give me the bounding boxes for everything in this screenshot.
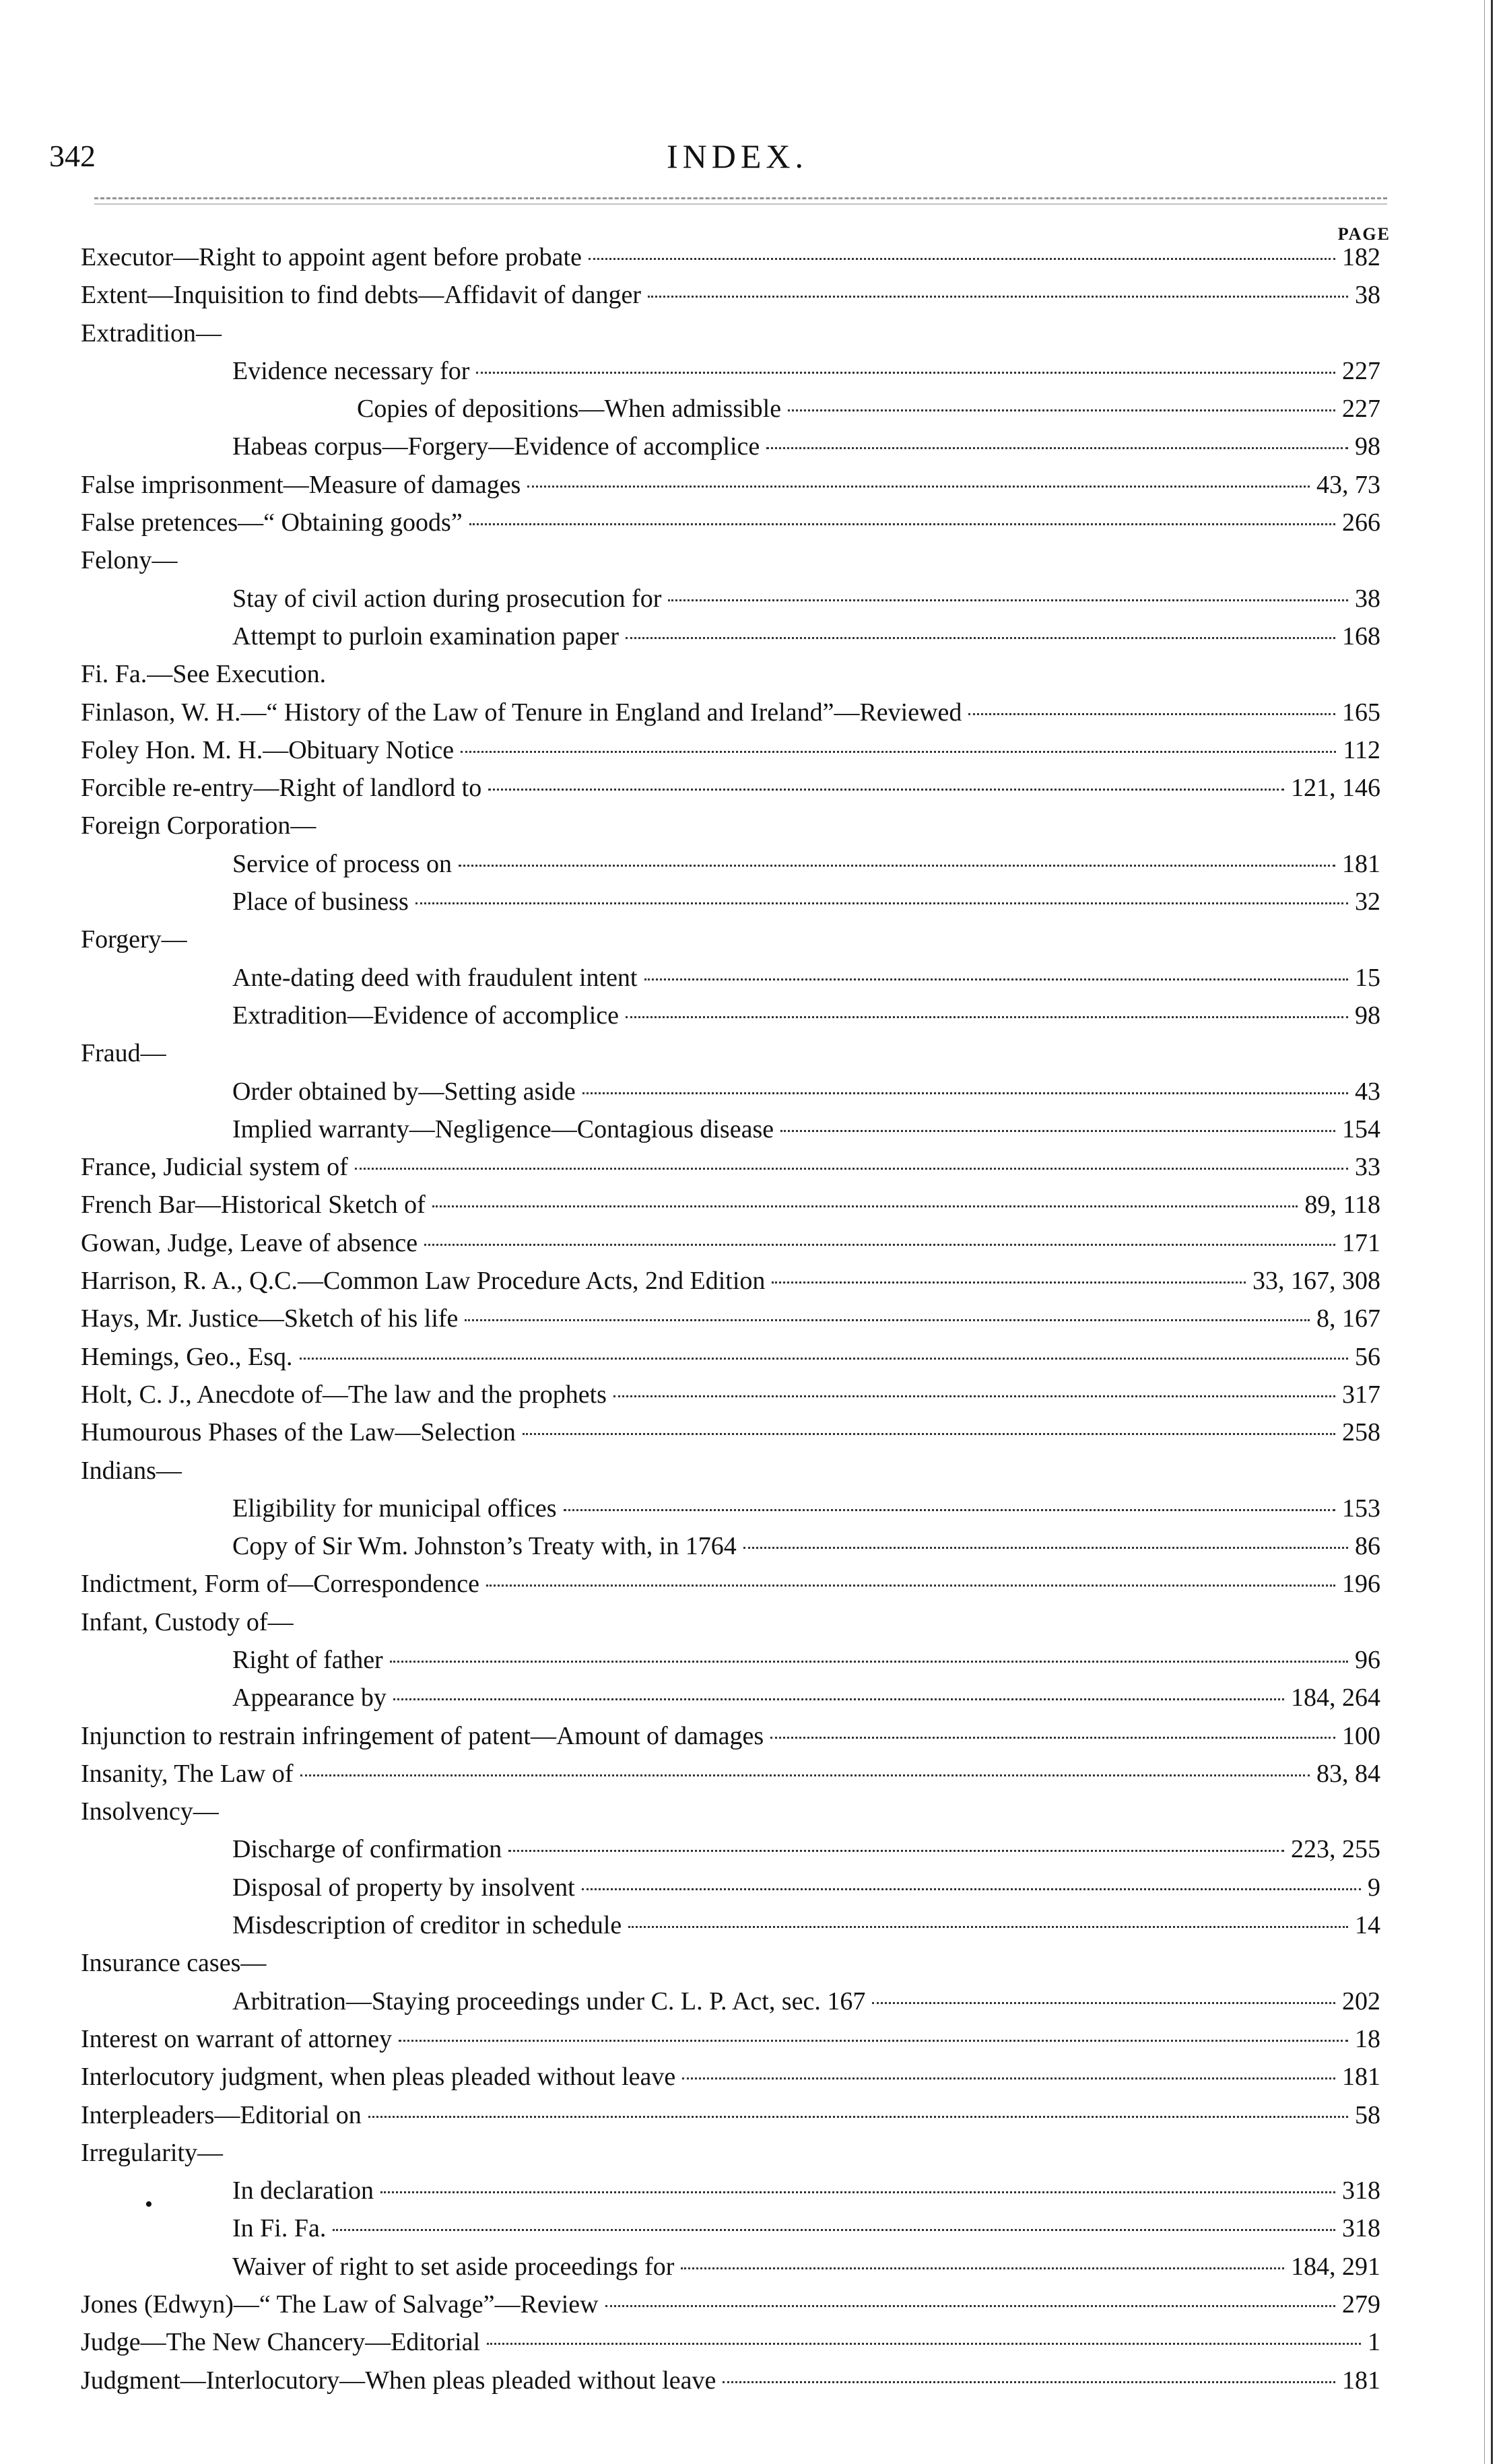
index-entry [81, 1418, 1380, 1455]
index-entry [81, 1152, 1380, 1190]
entry-text: Executor—Right to appoint agent before probate [81, 243, 582, 271]
dot-leader [415, 902, 1348, 904]
entry-text: Felony— [81, 546, 178, 575]
entry-pages: 181 [1342, 2366, 1380, 2395]
entry-text: Evidence necessary for [232, 356, 470, 385]
index-entry [81, 849, 1380, 887]
entry-text: Jones (Edwyn)—“ The Law of Salvage”—Review [81, 2290, 599, 2319]
entry-text: Forcible re-entry—Right of landlord to [81, 774, 482, 803]
index-entry [81, 545, 1380, 583]
entry-pages: 318 [1342, 2176, 1380, 2205]
entry-pages: 202 [1342, 1987, 1380, 2016]
entry-pages: 14 [1355, 1911, 1380, 1940]
entry-pages: 171 [1342, 1228, 1380, 1257]
dot-leader [743, 1547, 1348, 1549]
index-entry [81, 2062, 1380, 2100]
entry-pages: 58 [1355, 2100, 1380, 2129]
entry-text: Extent—Inquisition to find debts—Affidavit of danger [81, 281, 641, 310]
entry-text: Humourous Phases of the Law—Selection [81, 1418, 516, 1447]
entry-text: Service of process on [232, 849, 453, 878]
dot-leader [393, 1698, 1284, 1700]
index-entry [81, 1228, 1380, 1266]
entry-pages: 86 [1355, 1532, 1380, 1561]
dot-leader [605, 2305, 1335, 2307]
entry-text: Insanity, The Law of [81, 1759, 294, 1788]
index-entry [81, 773, 1380, 811]
entry-text: Waiver of right to set aside proceedings for [232, 2252, 675, 2281]
entry-text: Irregularity— [81, 2138, 224, 2167]
index-entry [81, 1873, 1380, 1910]
index-entry [81, 1910, 1380, 1948]
index-entry [81, 319, 1380, 356]
entry-pages: 98 [1355, 432, 1380, 461]
entry-text: In declaration [232, 2176, 374, 2205]
dot-leader [390, 1661, 1348, 1663]
index-entry [81, 735, 1380, 773]
entry-text: Implied warranty—Negligence—Contagious disease [232, 1114, 774, 1143]
dot-leader [628, 1926, 1348, 1928]
index-entry [81, 280, 1380, 318]
dot-leader [300, 1774, 1310, 1776]
dot-leader [432, 1205, 1298, 1207]
entry-pages: 112 [1343, 735, 1380, 764]
entry-text: Place of business [232, 888, 409, 917]
index-entry [81, 622, 1380, 659]
entry-text: Arbitration—Staying proceedings under C. L. P. Act, sec. 167 [232, 1987, 866, 2016]
index-entry [81, 1683, 1380, 1721]
entry-pages: 8, 167 [1316, 1304, 1380, 1333]
entry-pages: 43, 73 [1316, 470, 1380, 499]
entry-text: Stay of civil action during prosecution for [232, 584, 662, 613]
entry-pages: 181 [1342, 849, 1380, 878]
index-entry [81, 1797, 1380, 1834]
dot-leader [626, 1016, 1348, 1018]
entry-text: Attempt to purloin examination paper [232, 622, 620, 651]
index-entry [81, 1001, 1380, 1038]
entry-pages: 153 [1342, 1494, 1380, 1523]
dot-leader [508, 1850, 1284, 1852]
entry-pages: 38 [1355, 584, 1380, 613]
index-entry [81, 1494, 1380, 1531]
dot-leader [523, 1433, 1335, 1435]
entry-text: Right of father [232, 1645, 383, 1674]
index-entry [81, 1531, 1380, 1569]
entry-pages: 89, 118 [1304, 1191, 1380, 1220]
entry-pages: 181 [1342, 2063, 1380, 2092]
entry-pages: 33, 167, 308 [1252, 1267, 1380, 1296]
index-entries [81, 242, 1380, 2403]
dot-leader [465, 1319, 1310, 1321]
entry-text: Disposal of property by insolvent [232, 1873, 575, 1902]
entry-pages: 184, 264 [1291, 1684, 1380, 1712]
entry-text: Appearance by [232, 1684, 387, 1712]
entry-text: Interest on warrant of attorney [81, 2024, 393, 2053]
dot-leader [355, 1168, 1348, 1170]
index-entry [81, 470, 1380, 508]
entry-text: Gowan, Judge, Leave of absence [81, 1228, 418, 1257]
dot-leader [968, 713, 1335, 715]
dot-leader [469, 523, 1335, 525]
entry-pages: 33 [1355, 1153, 1380, 1182]
index-entry [81, 1948, 1380, 1986]
index-entry [81, 242, 1380, 280]
index-entry [81, 2024, 1380, 2062]
entry-text: Indictment, Form of—Correspondence [81, 1570, 480, 1599]
index-entry [81, 2176, 1380, 2213]
index-entry [81, 2366, 1380, 2403]
index-entry [81, 1077, 1380, 1114]
entry-text: French Bar—Historical Sketch of [81, 1191, 426, 1220]
entry-text: Hays, Mr. Justice—Sketch of his life [81, 1304, 459, 1333]
entry-pages: 98 [1355, 1001, 1380, 1030]
page-number: 342 [49, 139, 96, 173]
entry-text: In Fi. Fa. [232, 2214, 327, 2243]
entry-pages: 168 [1342, 622, 1380, 651]
index-entry [81, 2138, 1380, 2176]
index-entry [81, 1114, 1380, 1152]
index-entry [81, 698, 1380, 735]
entry-text: Insurance cases— [81, 1949, 267, 1978]
entry-text: Extradition— [81, 319, 222, 347]
entry-pages: 43 [1355, 1077, 1380, 1106]
entry-text: Copies of depositions—When admissible [357, 395, 782, 424]
index-entry [81, 1342, 1380, 1380]
entry-pages: 83, 84 [1316, 1759, 1380, 1788]
dot-leader [772, 1281, 1246, 1284]
index-entry [81, 1304, 1380, 1341]
entry-pages: 165 [1342, 698, 1380, 727]
dot-leader [399, 2040, 1348, 2042]
index-entry [81, 1038, 1380, 1076]
entry-pages: 96 [1355, 1645, 1380, 1674]
entry-text: Eligibility for municipal offices [232, 1494, 557, 1523]
entry-text: Habeas corpus—Forgery—Evidence of accomplice [232, 432, 760, 461]
entry-text: False pretences—“ Obtaining goods” [81, 508, 463, 537]
dot-leader [461, 751, 1336, 753]
index-entry [81, 2213, 1380, 2251]
index-entry [81, 356, 1380, 394]
index-entry [81, 887, 1380, 925]
header-rule [94, 197, 1387, 199]
entry-text: Insolvency— [81, 1797, 219, 1826]
entry-pages: 56 [1355, 1342, 1380, 1371]
entry-pages: 9 [1368, 1873, 1380, 1902]
entry-text: Holt, C. J., Anecdote of—The law and the prophets [81, 1380, 607, 1409]
index-entry [81, 1759, 1380, 1797]
dot-leader [644, 978, 1349, 980]
entry-text: Foley Hon. M. H.—Obituary Notice [81, 735, 455, 764]
entry-text: False imprisonment—Measure of damages [81, 470, 521, 499]
entry-text: Order obtained by—Setting aside [232, 1077, 576, 1106]
dot-leader [780, 1130, 1335, 1132]
index-entry [81, 508, 1380, 545]
dot-leader [476, 372, 1335, 374]
dot-leader [564, 1509, 1335, 1511]
index-entry [81, 659, 1380, 697]
dot-leader [668, 599, 1348, 601]
entry-pages: 266 [1342, 508, 1380, 537]
dot-leader [626, 637, 1335, 639]
dot-leader [333, 2229, 1335, 2231]
dot-leader [872, 2002, 1335, 2004]
page-column-label: PAGE [1337, 224, 1391, 244]
index-entry [81, 2327, 1380, 2365]
index-entry [81, 811, 1380, 848]
index-entry [81, 2252, 1380, 2290]
index-entry [81, 963, 1380, 1001]
index-entry [81, 1987, 1380, 2024]
index-entry [81, 1380, 1380, 1418]
entry-pages: 1 [1368, 2328, 1380, 2357]
dot-leader [613, 1395, 1335, 1397]
entry-text: Fi. Fa.—See Execution. [81, 660, 327, 689]
dot-leader [682, 2077, 1335, 2079]
index-entry [81, 1721, 1380, 1759]
entry-text: Fraud— [81, 1039, 166, 1068]
dot-leader [300, 1358, 1348, 1360]
dot-leader [424, 1244, 1335, 1246]
entry-pages: 182 [1342, 243, 1380, 271]
dot-leader [770, 1737, 1335, 1739]
index-entry [81, 1266, 1380, 1304]
entry-text: France, Judicial system of [81, 1153, 348, 1182]
entry-text: Extradition—Evidence of accomplice [232, 1001, 619, 1030]
entry-text: Ante-dating deed with fraudulent intent [232, 963, 638, 992]
entry-pages: 317 [1342, 1380, 1380, 1409]
entry-pages: 15 [1355, 963, 1380, 992]
index-entry [81, 1834, 1380, 1872]
entry-pages: 196 [1342, 1570, 1380, 1599]
dot-leader [459, 865, 1335, 867]
index-entry [81, 2100, 1380, 2138]
entry-text: Indians— [81, 1456, 182, 1485]
dot-leader [380, 2191, 1335, 2193]
entry-text: Harrison, R. A., Q.C.—Common Law Procedure Acts, 2nd Edition [81, 1267, 766, 1296]
header-rule-secondary [94, 203, 1387, 205]
dot-leader [488, 789, 1284, 791]
entry-pages: 154 [1342, 1114, 1380, 1143]
entry-text: Finlason, W. H.—“ History of the Law of Tenure in England and Ireland”—Reviewed [81, 698, 962, 727]
entry-pages: 184, 291 [1291, 2252, 1380, 2281]
index-entry [81, 925, 1380, 962]
entry-text: Forgery— [81, 925, 187, 954]
dot-leader [368, 2116, 1348, 2118]
dot-leader [486, 1585, 1335, 1587]
index-entry [81, 1645, 1380, 1683]
index-entry [81, 584, 1380, 622]
dot-leader [723, 2381, 1335, 2383]
entry-text: Injunction to restrain infringement of patent—Amount of damages [81, 1721, 764, 1750]
index-entry [81, 1607, 1380, 1645]
dot-leader [582, 1092, 1348, 1094]
dot-leader [766, 447, 1348, 449]
entry-pages: 38 [1355, 281, 1380, 310]
entry-pages: 121, 146 [1291, 774, 1380, 803]
entry-pages: 318 [1342, 2214, 1380, 2243]
page-edge-line [1491, 0, 1493, 2464]
entry-pages: 223, 255 [1291, 1835, 1380, 1864]
entry-text: Infant, Custody of— [81, 1607, 294, 1636]
dot-leader [527, 486, 1310, 488]
entry-text: Misdescription of creditor in schedule [232, 1911, 622, 1940]
page-edge-line-faint [1484, 0, 1485, 2464]
index-entry [81, 394, 1380, 432]
entry-pages: 227 [1342, 395, 1380, 424]
entry-text: Judge—The New Chancery—Editorial [81, 2328, 481, 2357]
dot-leader [788, 409, 1335, 411]
entry-pages: 258 [1342, 1418, 1380, 1447]
running-head: INDEX. [667, 137, 809, 175]
entry-text: Interlocutory judgment, when pleas pleaded without leave [81, 2063, 676, 2092]
entry-pages: 100 [1342, 1721, 1380, 1750]
index-entry [81, 2290, 1380, 2327]
entry-text: Foreign Corporation— [81, 811, 316, 840]
index-entry [81, 1456, 1380, 1494]
dot-leader [589, 258, 1335, 260]
entry-pages: 32 [1355, 888, 1380, 917]
entry-text: Discharge of confirmation [232, 1835, 502, 1864]
index-entry [81, 432, 1380, 469]
entry-text: Judgment—Interlocutory—When pleas pleaded without leave [81, 2366, 716, 2395]
dot-leader [582, 1888, 1361, 1890]
ink-mark: • [145, 2192, 153, 2217]
entry-pages: 18 [1355, 2024, 1380, 2053]
dot-leader [487, 2343, 1361, 2345]
index-entry [81, 1190, 1380, 1228]
index-entry [81, 1569, 1380, 1607]
dot-leader [648, 296, 1348, 298]
entry-pages: 227 [1342, 356, 1380, 385]
entry-text: Copy of Sir Wm. Johnston’s Treaty with, in 1764 [232, 1532, 737, 1561]
entry-pages: 279 [1342, 2290, 1380, 2319]
entry-text: Interpleaders—Editorial on [81, 2100, 362, 2129]
dot-leader [681, 2267, 1284, 2269]
entry-text: Hemings, Geo., Esq. [81, 1342, 293, 1371]
